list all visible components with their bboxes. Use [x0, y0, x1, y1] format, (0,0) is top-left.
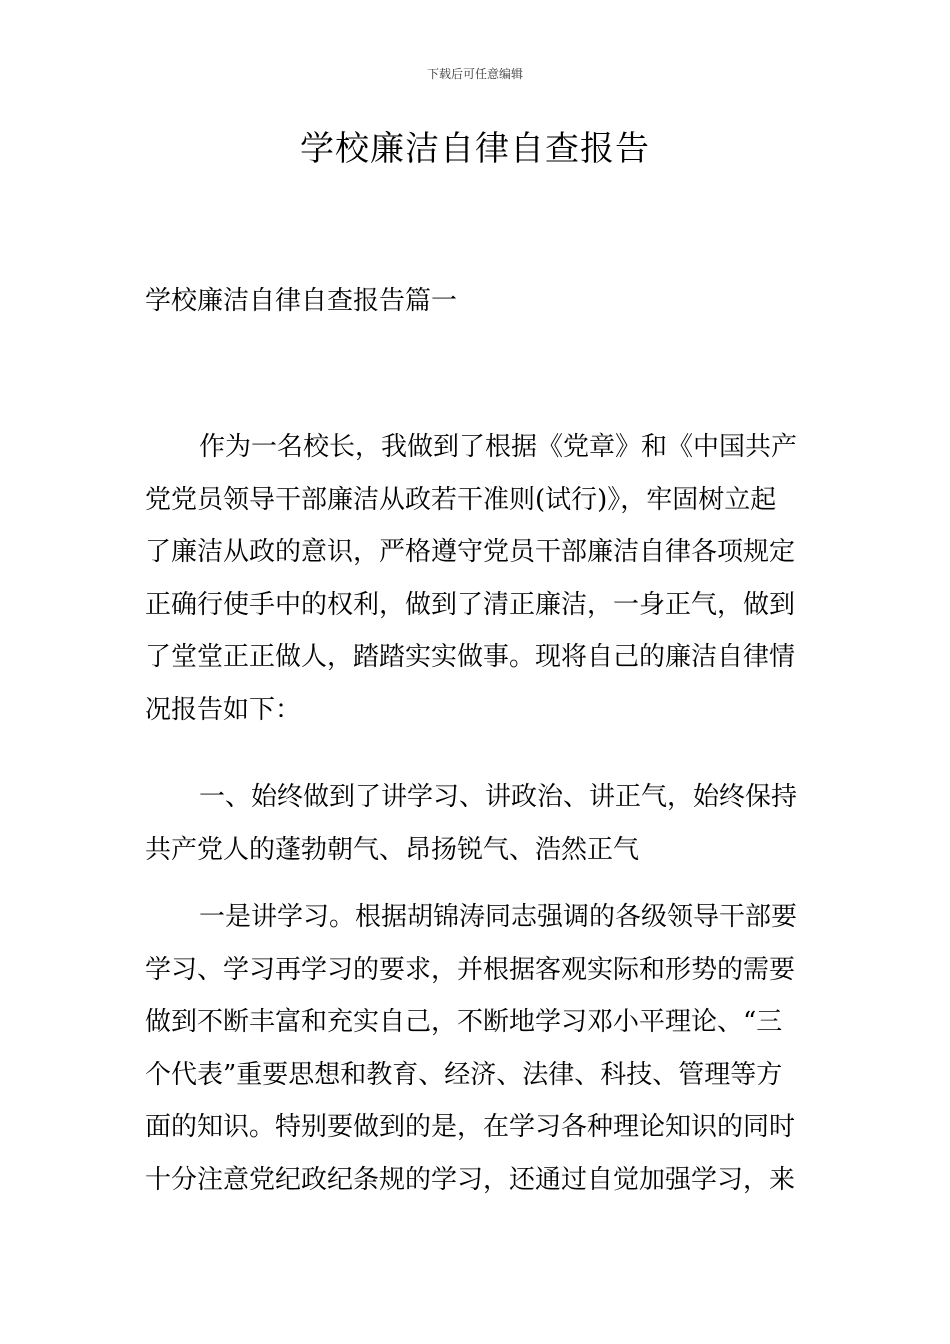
- paragraph-line: 党党员领导干部廉洁从政若干准则(试行)》，牢固树立起: [145, 484, 777, 515]
- paragraph-line: 了廉洁从政的意识，严格遵守党员干部廉洁自律各项规定: [145, 537, 796, 567]
- paragraph-line: 共产党人的蓬勃朝气、昂扬锐气、浩然正气: [145, 834, 640, 865]
- paragraph-intro: [145, 421, 805, 736]
- paragraph-line: 做到不断丰富和充实自己，不断地学习邓小平理论、“三: [145, 1007, 783, 1037]
- paragraph-study: [145, 891, 805, 1206]
- paragraph-line: 面的知识。特别要做到的是，在学习各种理论知识的同时: [145, 1112, 796, 1142]
- document-title: 学校廉洁自律自查报告: [300, 129, 650, 169]
- paragraph-line: 一是讲学习。根据胡锦涛同志强调的各级领导干部要: [199, 902, 798, 932]
- paragraph-point-one: [145, 771, 805, 876]
- paragraph-line: 正确行使手中的权利，做到了清正廉洁，一身正气，做到: [145, 589, 796, 620]
- header-note: 下载后可任意编辑: [426, 67, 523, 81]
- section-heading: 学校廉洁自律自查报告篇一: [145, 286, 458, 316]
- paragraph-line: 十分注意党纪政纪条规的学习，还通过自觉加强学习，来: [145, 1164, 796, 1195]
- paragraph-line: 个代表”重要思想和教育、经济、法律、科技、管理等方: [145, 1059, 783, 1090]
- paragraph-line: 了堂堂正正做人，踏踏实实做事。现将自己的廉洁自律情: [145, 642, 796, 672]
- paragraph-line: 一、始终做到了讲学习、讲政治、讲正气，始终保持: [199, 782, 798, 812]
- paragraph-line: 况报告如下：: [145, 694, 302, 725]
- paragraph-line: 学习、学习再学习的要求，并根据客观实际和形势的需要: [145, 954, 796, 985]
- paragraph-line: 作为一名校长，我做到了根据《党章》和《中国共产: [199, 432, 798, 462]
